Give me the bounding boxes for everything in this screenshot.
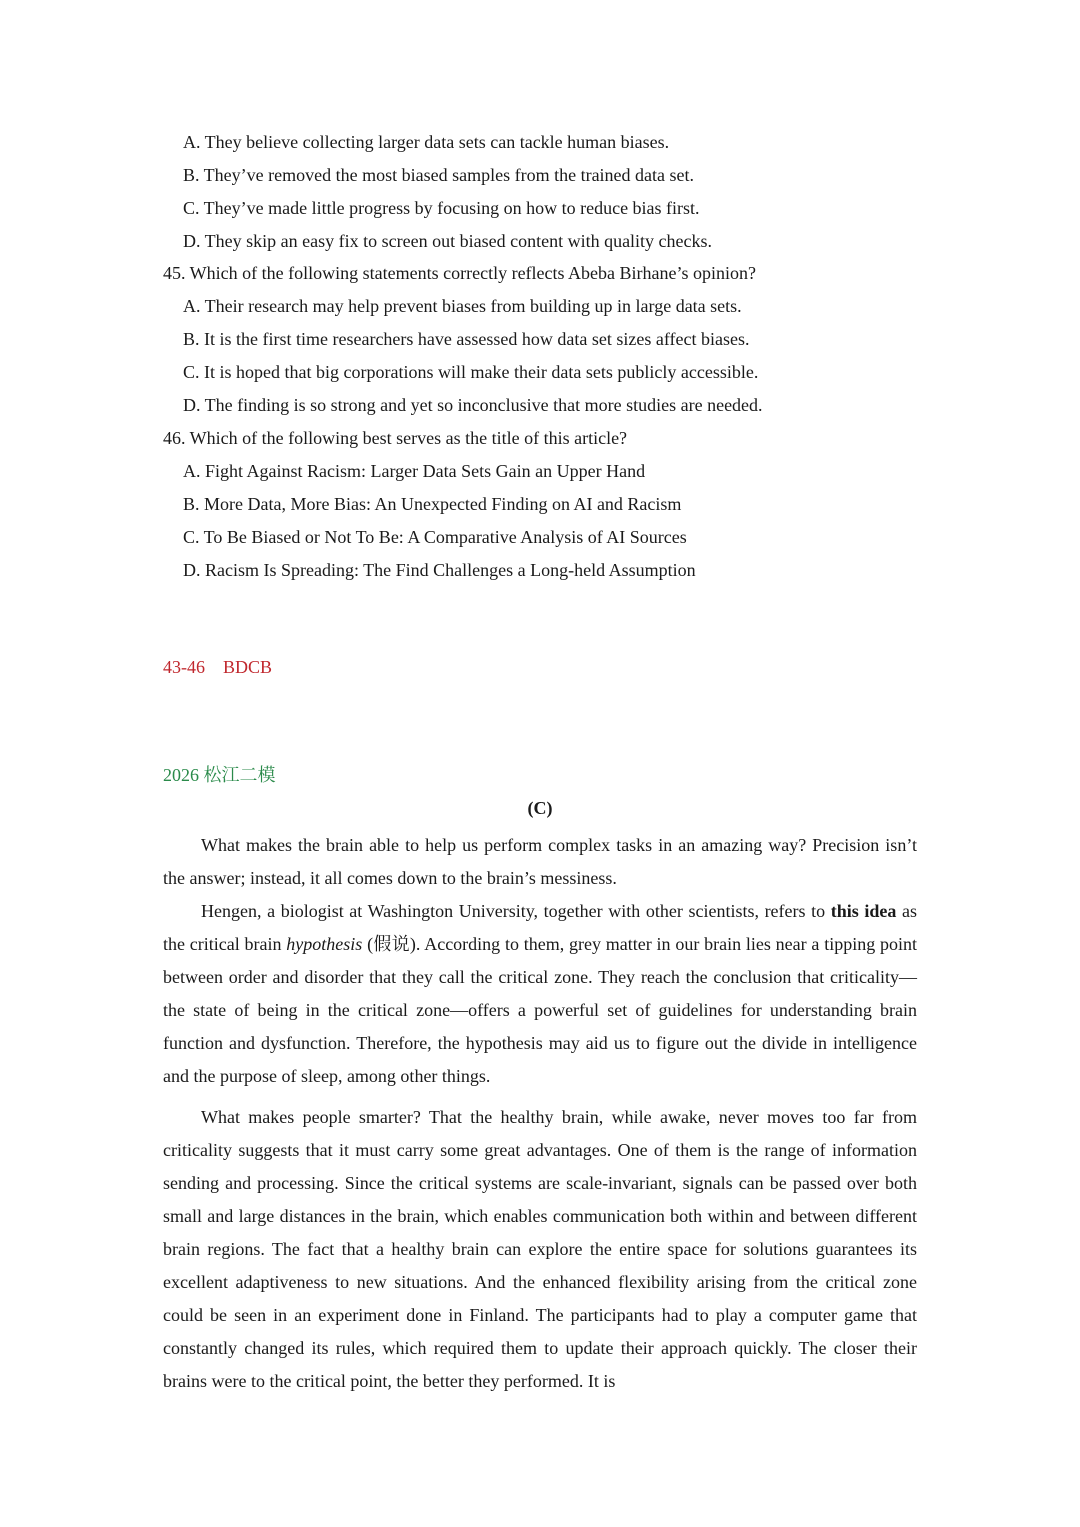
q45-option-b: B. It is the first time researchers have assessed how data set sizes affect biases. [183, 329, 750, 349]
q46-option-d: D. Racism Is Spreading: The Find Challenges a Long-held Assumption [183, 560, 696, 580]
q44-option-a: A. They believe collecting larger data sets can tackle human biases. [183, 132, 670, 152]
answer-key [163, 657, 272, 678]
p2-text-b: as the critical brain [163, 901, 917, 954]
q44-option-d: D. They skip an easy fix to screen out biased content with quality checks. [183, 231, 713, 251]
answer-letters: BDCB [223, 657, 273, 677]
passage-paragraph-3: What makes people smarter? That the healthy brain, while awake, never moves too far from criticality suggests that it must carry some great advantages. One of them is the range of information sending and processing. Since the critical systems are scale-invariant, signals can be passed over both small and large distances in the brain, which enables communication both within and between different brain regions. The fact that a healthy brain can explore the entire space for solutions guarantees its excellent adaptiveness to new situations. And the enhanced flexibility arising from the critical zone could be seen in an experiment done in Finland. The participants had to play a computer game that constantly changed its rules, which required them to update their approach quickly. The closer their brains were to the critical point, the better they performed. It is [163, 1107, 917, 1391]
passage-paragraph-1: What makes the brain able to help us perform complex tasks in an amazing way? Precision isn’t the answer; instead, it all comes down to the brain’s messiness. [163, 835, 917, 888]
q46-option-a: A. Fight Against Racism: Larger Data Sets Gain an Upper Hand [183, 461, 646, 481]
q44-option-c: C. They’ve made little progress by focusing on how to reduce bias first. [183, 198, 700, 218]
q46-option-b: B. More Data, More Bias: An Unexpected Finding on AI and Racism [183, 494, 682, 514]
q46-question: 46. Which of the following best serves as the title of this article? [163, 428, 628, 448]
q45-option-a: A. Their research may help prevent biases from building up in large data sets. [183, 296, 742, 316]
answer-range: 43-46 [163, 657, 205, 677]
p2-text-c: (假说). According to them, grey matter in our brain lies near a tipping point between order and disorder that they call the critical zone. They reach the conclusion that criticality—the state of being in the critical zone—offers a powerful set of guidelines for understanding brain function and dysfunction. Therefore, the hypothesis may aid us to figure out the divide in intelligence and the purpose of sleep, among other things. [163, 934, 917, 1086]
q45-option-d: D. The finding is so strong and yet so inconclusive that more studies are needed. [183, 395, 763, 415]
passage-paragraph-2 [163, 895, 917, 1093]
p2-italic-term: hypothesis [286, 934, 363, 954]
p2-bold-phrase: this idea [830, 901, 897, 921]
q45-option-c: C. It is hoped that big corporations will make their data sets publicly accessible. [183, 362, 759, 382]
q44-option-b: B. They’ve removed the most biased samples from the trained data set. [183, 165, 695, 185]
q45-question: 45. Which of the following statements correctly reflects Abeba Birhane’s opinion? [163, 263, 756, 283]
section-heading: (C) [527, 798, 553, 818]
p2-text-a: Hengen, a biologist at Washington University, together with other scientists, refers to [201, 901, 831, 921]
source-label: 2026 松江二模 [163, 765, 276, 785]
q46-option-c: C. To Be Biased or Not To Be: A Comparative Analysis of AI Sources [183, 527, 687, 547]
